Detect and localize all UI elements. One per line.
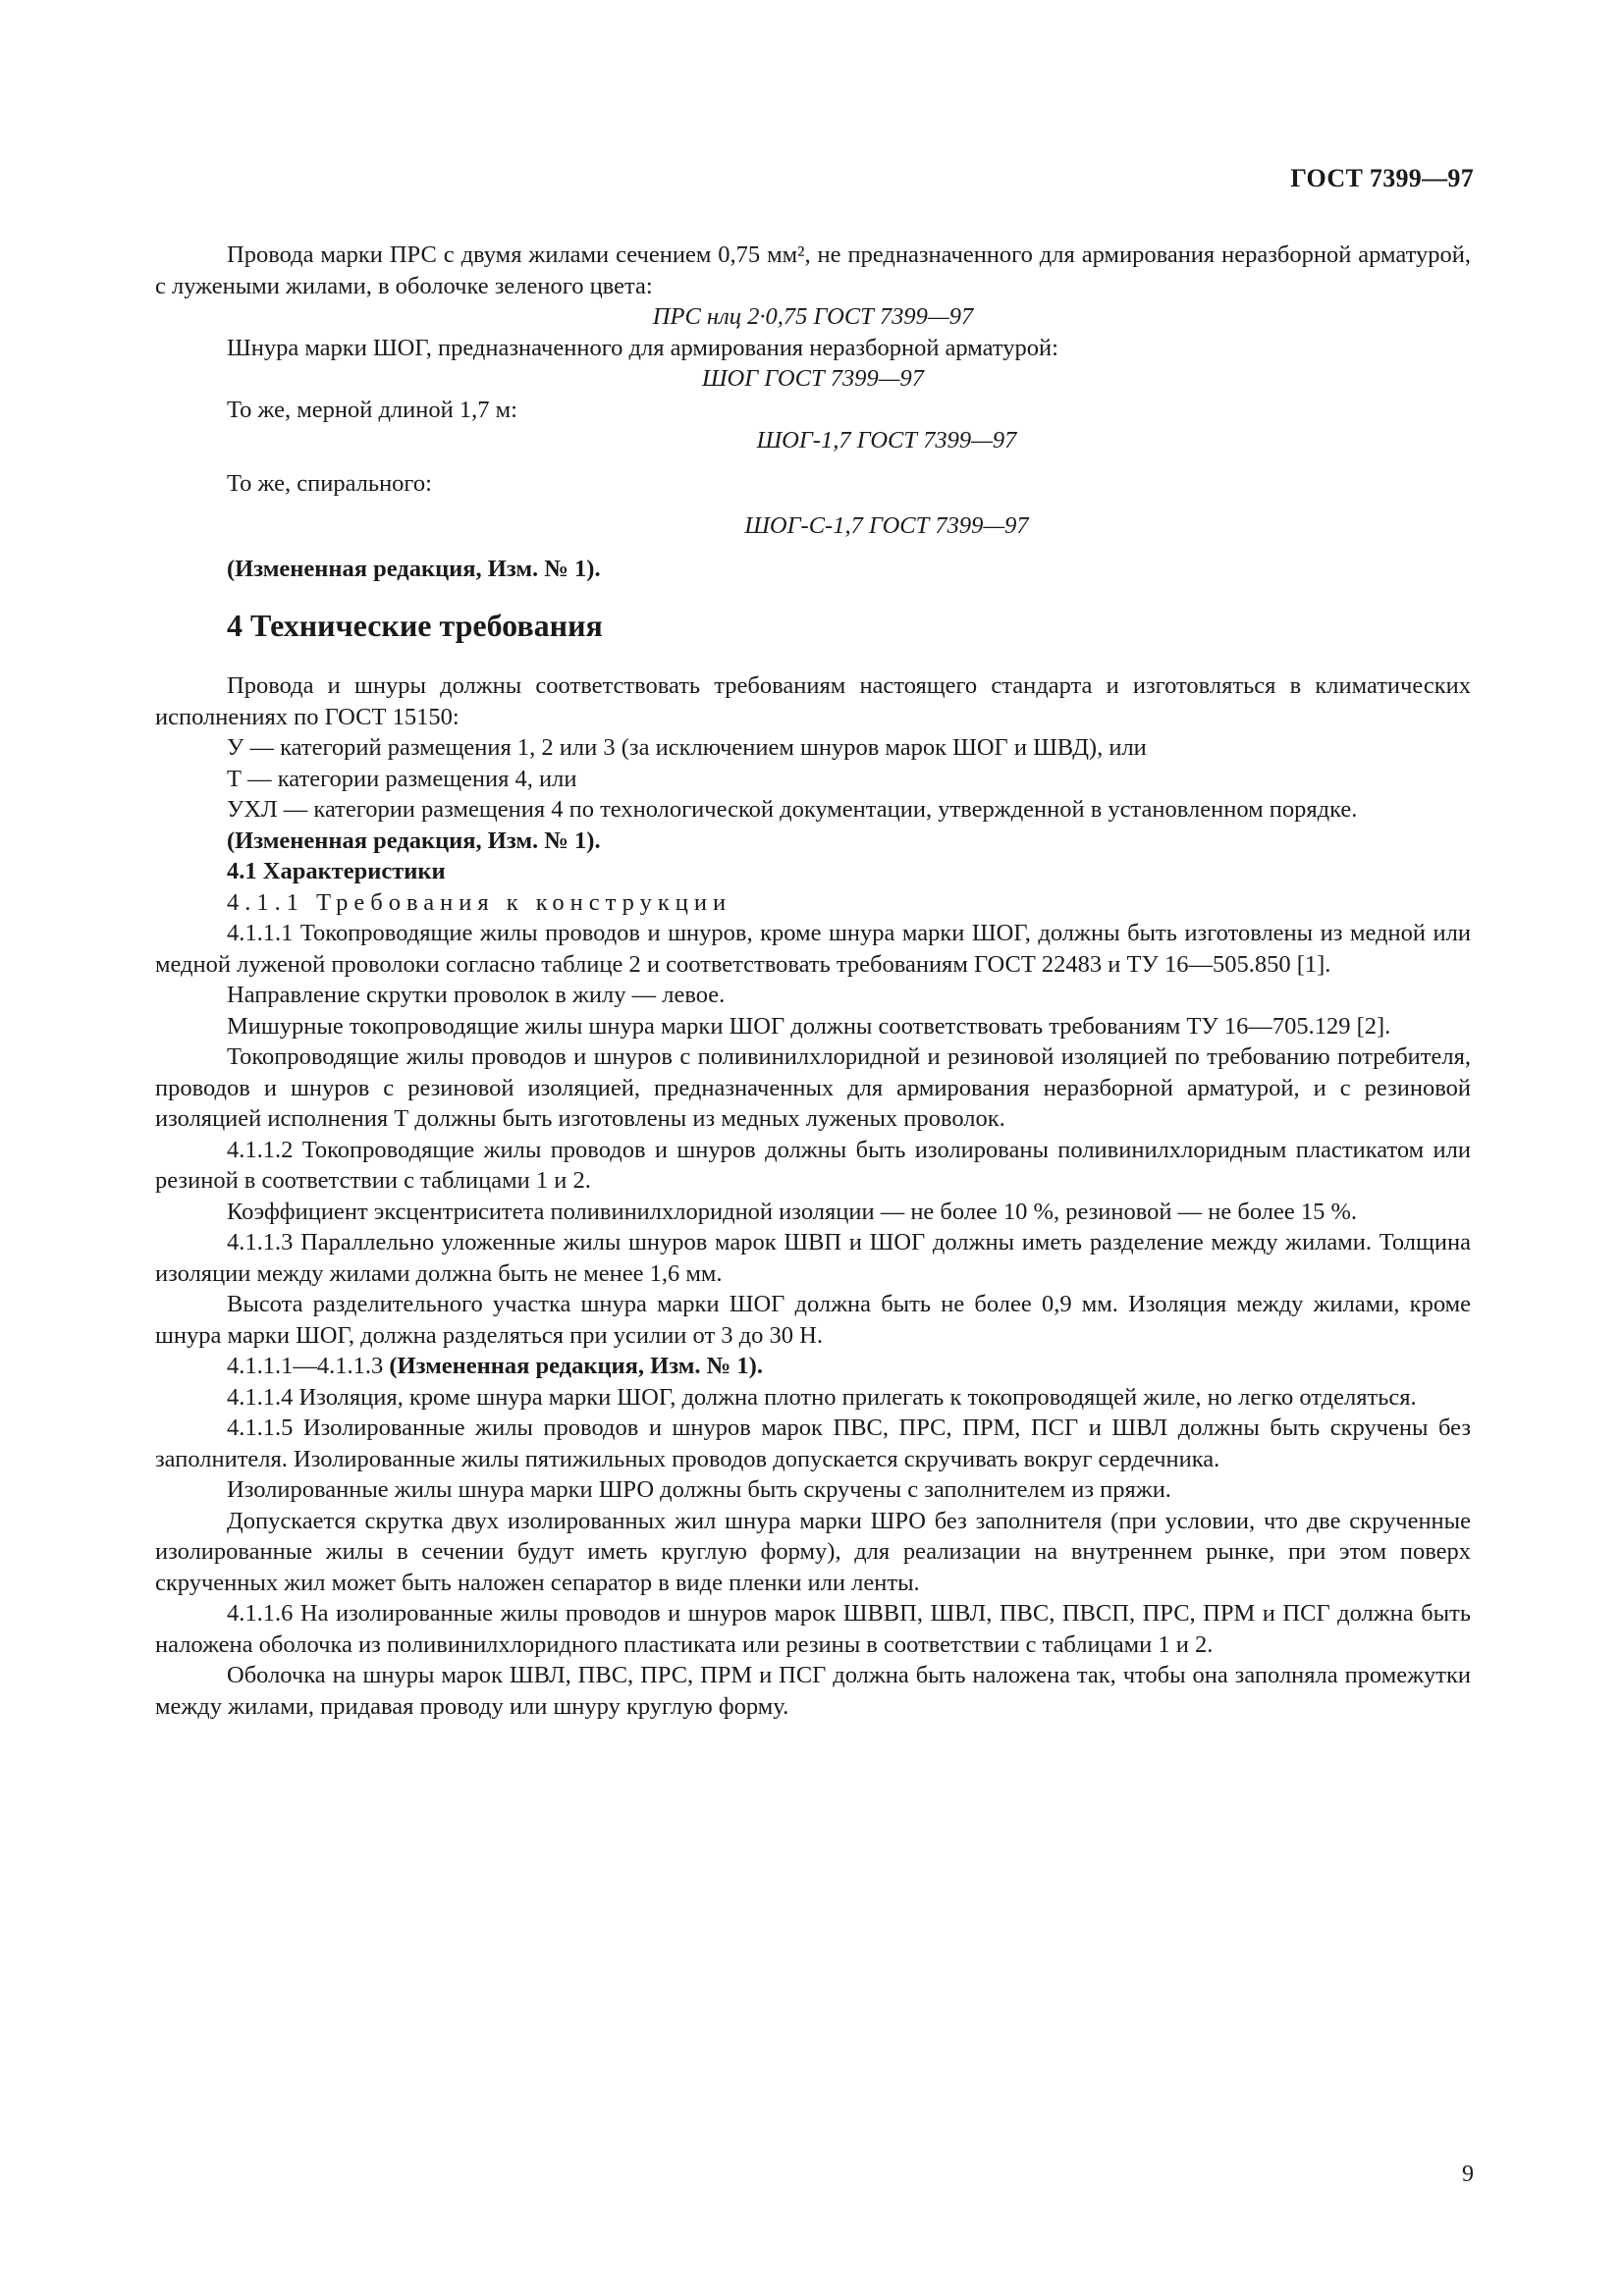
- paragraph: 4.1.1.4 Изоляция, кроме шнура марки ШОГ, должна плотно прилегать к токопроводящей жиле, но легко отделяться.: [227, 1383, 1417, 1411]
- document-header-id: ГОСТ 7399—97: [1290, 164, 1474, 192]
- amendment-note: (Измененная редакция, Изм. № 1).: [227, 555, 601, 582]
- paragraph: Изолированные жилы шнура марки ШРО должны быть скручены с заполнителем из пряжи.: [227, 1476, 1171, 1503]
- paragraph: Провода и шнуры должны соответствовать требованиям настоящего стандарта и изготовляться в климатических исполнениях по ГОСТ 15150:: [155, 672, 1471, 730]
- designation-example: ПРС нлц 2·0,75 ГОСТ 7399—97: [652, 303, 974, 330]
- paragraph: 4.1.1.5 Изолированные жилы проводов и шнуров марок ПВС, ПРС, ПРМ, ПСГ и ШВЛ должны быть скручены без заполнителя. Изолированные жилы пятижильных проводов допускается скручивать вокруг сердечника.: [155, 1415, 1471, 1472]
- clause-range: 4.1.1.1—4.1.1.3: [227, 1353, 384, 1379]
- document-body: [155, 240, 1471, 1722]
- paragraph: Провода марки ПРС с двумя жилами сечением 0,75 мм², не предназначенного для армирования неразборной арматурой, с лужеными жилами, в оболочке зеленого цвета:: [155, 241, 1471, 299]
- paragraph: 4.1.1.1 Токопроводящие жилы проводов и шнуров, кроме шнура марки ШОГ, должны быть изготовлены из медной или медной луженой проволоки согласно таблице 2 и соответствовать требованиям ГОСТ 22483 и ТУ 16—505.850 [1].: [155, 920, 1471, 978]
- amendment-note: (Измененная редакция, Изм. № 1).: [389, 1353, 763, 1379]
- paragraph: 4.1.1.2 Токопроводящие жилы проводов и шнуров должны быть изолированы поливинилхлоридным пластикатом или резиной в соответствии с таблицами 1 и 2.: [155, 1136, 1471, 1194]
- paragraph: Высота разделительного участка шнура марки ШОГ должна быть не более 0,9 мм. Изоляция между жилами, кроме шнура марки ШОГ, должна разделяться при усилии от 3 до 30 Н.: [155, 1291, 1471, 1349]
- paragraph: Токопроводящие жилы проводов и шнуров с поливинилхлоридной и резиновой изоляцией по требованию потребителя, проводов и шнуров с резиновой изоляцией, предназначенных для армирования неразборной арматурой, и с резиновой изоляцией исполнения Т должны быть изготовлены из медных луженых проволок.: [155, 1043, 1471, 1132]
- amendment-note: (Измененная редакция, Изм. № 1).: [227, 827, 601, 854]
- paragraph: 4.1.1.3 Параллельно уложенные жилы шнуров марок ШВП и ШОГ должны иметь разделение между жилами. Толщина изоляции между жилами должна быть не менее 1,6 мм.: [155, 1229, 1471, 1287]
- designation-example: ШОГ-1,7 ГОСТ 7399—97: [756, 427, 1017, 454]
- paragraph: Т — категории размещения 4, или: [227, 765, 577, 792]
- designation-example: ШОГ ГОСТ 7399—97: [702, 365, 924, 392]
- paragraph: Мишурные токопроводящие жилы шнура марки ШОГ должны соответствовать требованиям ТУ 16—705.129 [2].: [227, 1012, 1391, 1040]
- paragraph: У — категорий размещения 1, 2 или 3 (за исключением шнуров марок ШОГ и ШВД), или: [227, 734, 1147, 761]
- paragraph: Допускается скрутка двух изолированных жил шнура марки ШРО без заполнителя (при условии, что две скрученные изолированные жилы в сечении будут иметь круглую форму), для реализации на внутреннем рынке, при этом поверх скрученных жил может быть наложен сепаратор в виде пленки или ленты.: [155, 1507, 1471, 1596]
- paragraph: Направление скрутки проволок в жилу — левое.: [227, 982, 726, 1008]
- designation-example: ШОГ-С-1,7 ГОСТ 7399—97: [744, 512, 1029, 539]
- page-number: 9: [1462, 2162, 1474, 2187]
- subsection-heading: 4.1 Характеристики: [227, 858, 446, 884]
- paragraph: То же, мерной длиной 1,7 м:: [227, 396, 517, 423]
- clause-heading: 4.1.1 Требования к конструкции: [227, 888, 732, 916]
- paragraph: Оболочка на шнуры марок ШВЛ, ПВС, ПРС, ПРМ и ПСГ должна быть наложена так, чтобы она заполняла промежутки между жилами, придавая проводу или шнуру круглую форму.: [155, 1662, 1471, 1720]
- section-heading: 4 Технические требования: [227, 608, 603, 643]
- paragraph: УХЛ — категории размещения 4 по технологической документации, утвержденной в установленном порядке.: [227, 796, 1358, 823]
- paragraph: То же, спирального:: [227, 469, 432, 497]
- paragraph: Коэффициент эксцентриситета поливинилхлоридной изоляции — не более 10 %, резиновой — не более 15 %.: [227, 1198, 1358, 1225]
- paragraph: 4.1.1.6 На изолированные жилы проводов и шнуров марок ШВВП, ШВЛ, ПВС, ПВСП, ПРС, ПРМ и ПСГ должна быть наложена оболочка из поливинилхлоридного пластиката или резины в соответствии с таблицами 1 и 2.: [155, 1600, 1471, 1658]
- amendment-line: [155, 1351, 1471, 1382]
- paragraph: Шнура марки ШОГ, предназначенного для армирования неразборной арматурой:: [227, 334, 1058, 361]
